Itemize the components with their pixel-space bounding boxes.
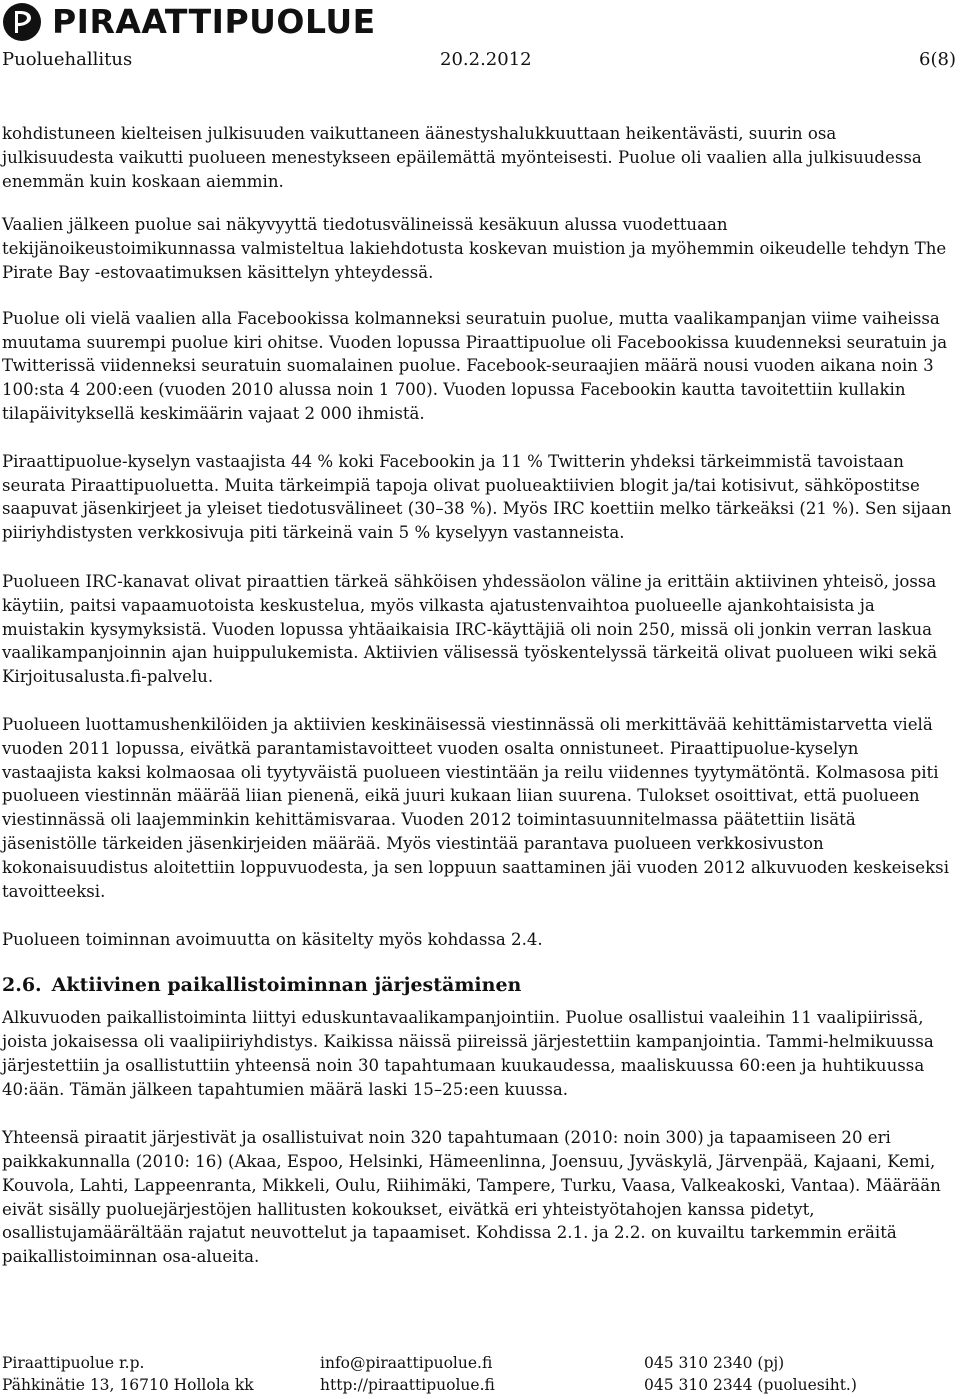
document-date: 20.2.2012 <box>440 49 532 70</box>
paragraph: kohdistuneen kielteisen julkisuuden vaikuttaneen äänestyshalukkuuttaan heikentävästi, suurin osa julkisuudesta vaikutti puolueen menestykseen epäilemättä myönteisesti. Puolue oli vaalien alla julkisuudessa enemmän kuin koskaan aiemmin. <box>2 124 922 191</box>
paragraph: Puolue oli vielä vaalien alla Facebookissa kolmanneksi seuratuin puolue, mutta vaalikampanjan viime vaiheissa muutama suurempi puolue kiri ohitse. Vuoden lopussa Piraattipuolue oli Facebookissa kuudenneksi seuratuin ja Twitterissä viidenneksi seuratuin suomalainen puolue. Facebook-seuraajien määrä nousi vuoden aikana noin 3 100:sta 4 200:een (vuoden 2010 alussa noin 1 700). Vuoden lopussa Facebookin kautta tavoitettiin kullakin tilapäivityksellä keskimäärin vajaat 2 000 ihmistä. <box>2 308 948 423</box>
paragraph: Puolueen toiminnan avoimuutta on käsitelty myös kohdassa 2.4. <box>2 930 543 950</box>
section-heading <box>2 972 952 998</box>
paragraph: Piraattipuolue-kyselyn vastaajista 44 % koki Facebookin ja 11 % Twitterin yhdeksi tärkeimmistä tavoistaan seurata Piraattipuoluetta. Muita tärkeimpiä tapoja olivat puolueaktiivien blogit ja/tai kotisivut, sähköpostitse saapuvat jäsenkirjeet ja yleiset tiedotusvälineet (30–38 %). Myös IRC koettiin melko tärkeäksi (21 %). Sen sijaan piiriyhdistysten verkkosivuja piti tärkeinä vain 5 % kyselyyn vastanneista. <box>2 451 952 543</box>
brand-logo <box>0 0 376 44</box>
website-link[interactable]: http://piraattipuolue.fi <box>320 1376 495 1394</box>
footer-web <box>320 1352 495 1396</box>
document-label: Puoluehallitus <box>2 49 133 70</box>
paragraph: Puolueen IRC-kanavat olivat piraattien tärkeä sähköisen yhdessäolon väline ja erittäin aktiivinen yhteisö, jossa käytiin, paitsi vapaamuotoista keskustelua, myös vilkasta ajatustenvaihtoa puolueelle ajankohtaisista ja muistakin kysymyksistä. Vuoden lopussa yhtäaikaisia IRC-käyttäjiä oli noin 250, missä oli jonkin verran laskua vaalikampanjoinnin ajan huippulukemista. Aktiivien välisessä työskentelyssä tärkeitä olivat puolueen wiki sekä Kirjoitusalusta.fi-palvelu. <box>2 571 938 687</box>
paragraph: Puolueen luottamushenkilöiden ja aktiivien keskinäisessä viestinnässä oli merkittävää kehittämistarvetta vielä vuoden 2011 lopussa, eivätkä parantamistavoitteet vuoden osalta onnistuneet. Piraattipuolue-kyselyn vastaajista kaksi kolmaosaa oli tyytyväistä puolueen viestintään ja reilu viidennes tyytymätöntä. Kolmasosa piti puolueen viestinnän määrää liian pienenä, eikä juuri kukaan liian suurena. Tulokset osoittivat, että puolueen viestinnässä oli laajemminkin kehittämisvaraa. Vuoden 2012 toimintasuunnitelmassa päätettiin lisätä jäsenistölle tärkeiden jäsenkirjeiden määrää. Myös viestintää parantava puolueen verkkosivuston kokonaisuudistus aloitettiin loppuvuodesta, ja sen loppuun saattaminen jäi vuoden 2012 alkuvuoden keskeiseksi tavoitteeksi. <box>2 714 950 901</box>
paragraph: Yhteensä piraatit järjestivät ja osallistuivat noin 320 tapahtumaan (2010: noin 300) ja tapaamiseen 20 eri paikkakunnalla (2010: 16) (Akaa, Espoo, Helsinki, Hämeenlinna, Joensuu, Jyväskylä, Järvenpää, Kajaani, Kemi, Kouvola, Lahti, Lappeenranta, Mikkeli, Oulu, Riihimäki, Tampere, Turku, Vaasa, Valkeakoski, Vantaa). Määrään eivät sisälly puoluejärjestöjen hallitusten kokoukset, eivätkä eri yhteistyötahojen kanssa pidetyt, osallistujamäärältään rajatut neuvottelut ja tapaamiset. Kohdissa 2.1. ja 2.2. on kuvailtu tarkemmin eräitä paikallistoiminnan osa-alueita. <box>2 1128 941 1267</box>
section-title: Aktiivinen paikallistoiminnan järjestäminen <box>51 974 522 997</box>
brand-name: PIRAATTIPUOLUE <box>52 2 376 41</box>
page-header <box>0 46 960 74</box>
paragraph: Vaalien jälkeen puolue sai näkyvyyttä tiedotusvälineissä kesäkuun alussa vuodettuaan tekijänoikeustoimikunnassa valmisteltua lakiehdotusta koskevan muistion ja myöhemmin oikeudelle tehdyn The Pirate Bay -estovaatimuksen käsittelyn yhteydessä. <box>2 215 947 282</box>
paragraph: Alkuvuoden paikallistoiminta liittyi eduskuntavaalikampanjointiin. Puolue osallistui vaaleihin 11 vaalipiirissä, joista jokaisessa oli vaalipiiriyhdistys. Kaikissa näissä piireissä järjestettiin kampanjointia. Tammi-helmikuussa järjestettiin ja osallistuttiin yhteensä noin 30 tapahtumaan kuukaudessa, maaliskuussa 60:een ja huhtikuussa 40:ään. Tämän jälkeen tapahtumien määrä laski 15–25:een kuussa. <box>2 1008 934 1099</box>
section-number: 2.6. <box>2 974 42 997</box>
phone-secretary: 045 310 2344 (puoluesiht.) <box>644 1376 857 1394</box>
document-body <box>0 122 952 1292</box>
footer-phones <box>644 1352 857 1396</box>
pirate-sail-icon <box>2 2 42 42</box>
org-address: Pähkinätie 13, 16710 Hollola kk <box>2 1376 254 1394</box>
email-link[interactable]: info@piraattipuolue.fi <box>320 1354 493 1372</box>
footer-org <box>2 1352 254 1396</box>
phone-chair: 045 310 2340 (pj) <box>644 1354 785 1372</box>
org-name: Piraattipuolue r.p. <box>2 1354 145 1372</box>
page-number: 6(8) <box>919 49 956 70</box>
